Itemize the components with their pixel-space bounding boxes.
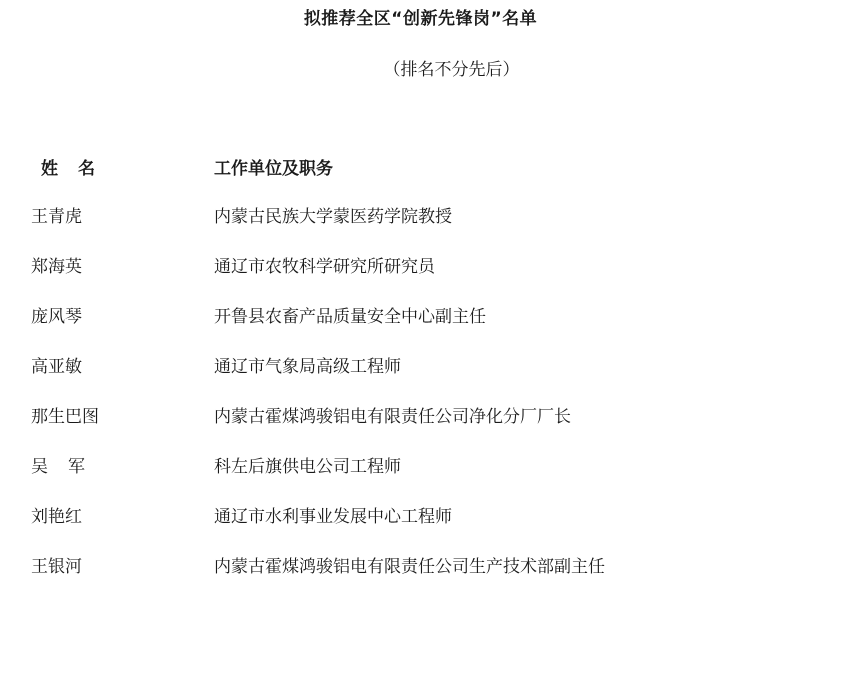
table-row [0,452,841,502]
person-name: 吴军 [31,457,105,477]
table-row [0,352,841,402]
person-unit: 内蒙古民族大学蒙医药学院教授 [214,207,452,227]
person-unit: 科左后旗供电公司工程师 [214,457,401,477]
table-row [0,202,841,252]
table-row [0,402,841,452]
person-unit: 内蒙古霍煤鸿骏铝电有限责任公司生产技术部副主任 [214,557,605,577]
person-unit: 通辽市水利事业发展中心工程师 [214,507,452,527]
person-name: 庞风琴 [31,307,82,327]
person-unit: 开鲁县农畜产品质量安全中心副主任 [214,307,486,327]
header-unit: 工作单位及职务 [214,159,333,179]
header-name: 姓名 [41,159,115,179]
table-row [0,502,841,552]
table-row [0,302,841,352]
document-title: 拟推荐全区“创新先锋岗”名单 [303,9,538,29]
person-name: 郑海英 [31,257,82,277]
person-unit: 通辽市农牧科学研究所研究员 [214,257,435,277]
table-row [0,552,841,602]
person-name: 高亚敏 [31,357,82,377]
person-name: 王青虎 [31,207,82,227]
person-name: 那生巴图 [31,407,99,427]
table-header [0,154,841,178]
table-body [0,202,841,602]
person-unit: 通辽市气象局高级工程师 [214,357,401,377]
person-name: 刘艳红 [31,507,82,527]
table-row [0,252,841,302]
document-subtitle: （排名不分先后） [383,60,520,80]
person-name: 王银河 [31,557,82,577]
person-unit: 内蒙古霍煤鸿骏铝电有限责任公司净化分厂厂长 [214,407,571,427]
